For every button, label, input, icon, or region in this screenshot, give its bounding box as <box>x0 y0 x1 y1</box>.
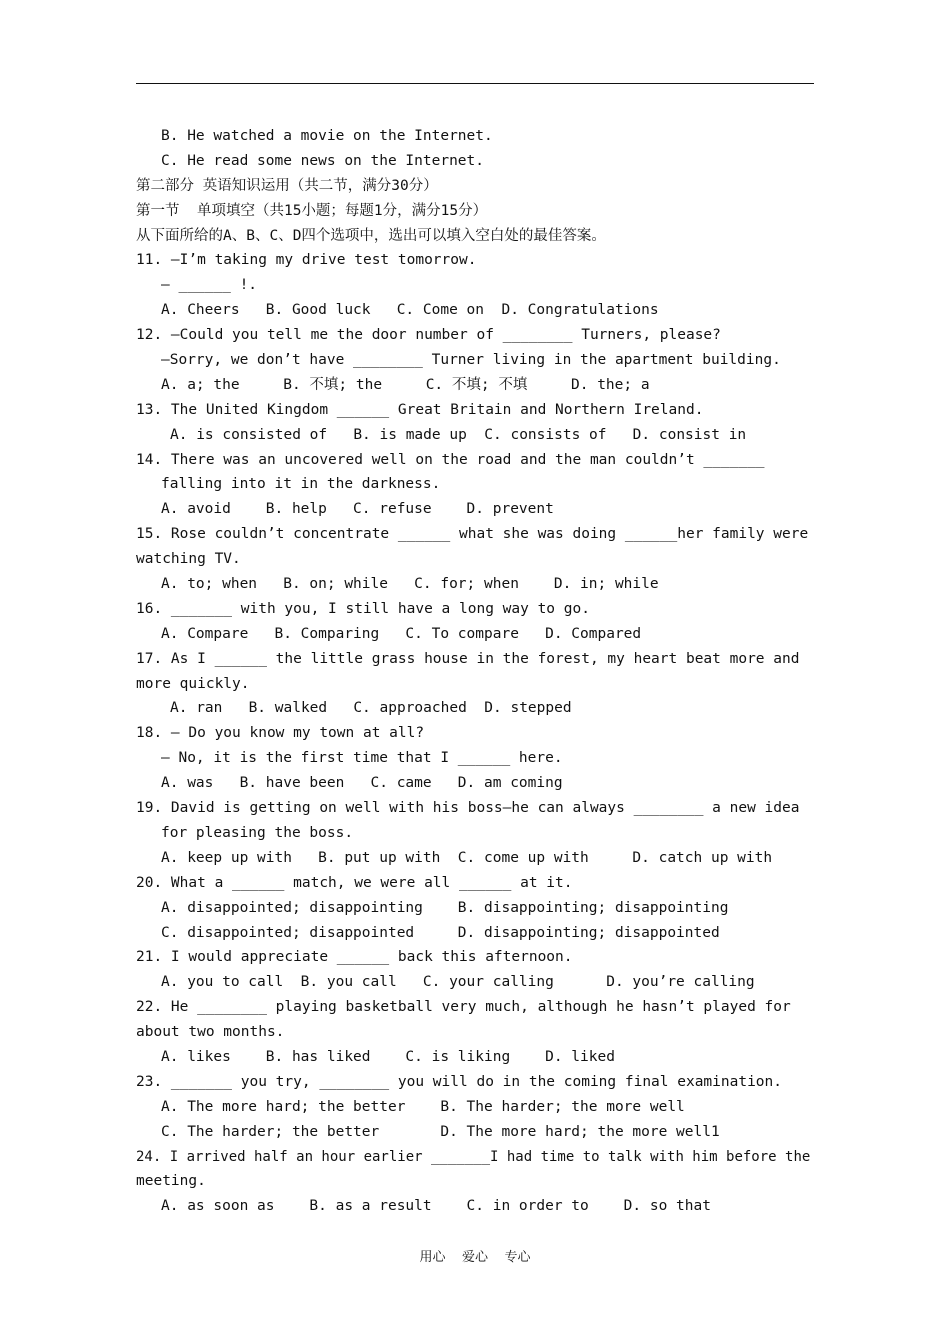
question-23: 23. _______ you try, ________ you will do in the coming final examination. <box>136 1073 783 1090</box>
question-24: 24. I arrived half an hour earlier _______I had time to talk with him before the <box>136 1148 811 1165</box>
question-17: 17. As I ______ the little grass house in the forest, my heart beat more and <box>136 650 800 667</box>
options-14: A. avoid B. help C. refuse D. prevent <box>161 501 554 518</box>
question-line: —Sorry, we don’t have ________ Turner living in the apartment building. <box>161 352 781 369</box>
options-21: A. you to call B. you call C. your calling D. you’re calling <box>161 974 755 991</box>
options-17: A. ran B. walked C. approached D. stepped <box>170 700 572 717</box>
question-line: — No, it is the first time that I ______ here. <box>161 750 563 767</box>
question-19: 19. David is getting on well with his boss—he can always ________ a new idea <box>136 800 800 817</box>
option-line: B. He watched a movie on the Internet. <box>161 128 493 144</box>
question-15: 15. Rose couldn’t concentrate ______ what she was doing ______her family were <box>136 526 809 543</box>
question-18: 18. — Do you know my town at all? <box>136 725 425 742</box>
question-12: 12. —Could you tell me the door number of ________ Turners, please? <box>136 327 721 344</box>
question-20: 20. What a ______ match, we were all ______ at it. <box>136 874 573 891</box>
question-14: 14. There was an uncovered well on the road and the man couldn’t _______ <box>136 451 765 468</box>
options-20: C. disappointed; disappointed D. disappointing; disappointed <box>161 924 720 941</box>
question-16: 16. _______ with you, I still have a long way to go. <box>136 600 590 617</box>
part-heading: 第二部分 英语知识运用（共二节，满分30分） <box>136 177 438 194</box>
question-22: 22. He ________ playing basketball very much, although he hasn’t played for <box>136 999 791 1016</box>
question-line: more quickly. <box>136 675 250 692</box>
exam-content <box>136 124 814 1219</box>
options-12: A. a; the B. 不填; the C. 不填; 不填 D. the; a <box>161 376 650 393</box>
question-line: about two months. <box>136 1024 285 1041</box>
options-20: A. disappointed; disappointing B. disappointing; disappointing <box>161 899 729 916</box>
options-19: A. keep up with B. put up with C. come up with D. catch up with <box>161 849 773 866</box>
section-heading: 第一节 单项填空（共15小题；每题1分，满分15分） <box>136 202 488 219</box>
question-line: falling into it in the darkness. <box>161 476 441 493</box>
option-line: C. He read some news on the Internet. <box>161 152 485 169</box>
instructions: 从下面所给的A、B、C、D四个选项中，选出可以填入空白处的最佳答案。 <box>136 227 606 244</box>
options-11: A. Cheers B. Good luck C. Come on D. Congratulations <box>161 302 659 319</box>
options-23: A. The more hard; the better B. The harder; the more well <box>161 1098 685 1115</box>
question-13: 13. The United Kingdom ______ Great Britain and Northern Ireland. <box>136 401 704 418</box>
page-footer: 用心 爱心 专心 <box>419 1250 531 1265</box>
question-line: for pleasing the boss. <box>161 824 354 841</box>
options-23: C. The harder; the better D. The more hard; the more well1 <box>161 1123 720 1140</box>
options-15: A. to; when B. on; while C. for; when D. in; while <box>161 576 659 593</box>
question-11: 11. —I’m taking my drive test tomorrow. <box>136 252 477 269</box>
options-22: A. likes B. has liked C. is liking D. liked <box>161 1048 615 1065</box>
options-18: A. was B. have been C. came D. am coming <box>161 775 563 792</box>
options-16: A. Compare B. Comparing C. To compare D. Compared <box>161 625 642 642</box>
options-13: A. is consisted of B. is made up C. consists of D. consist in <box>170 426 747 443</box>
header-rule <box>136 83 814 84</box>
options-24: A. as soon as B. as a result C. in order to D. so that <box>161 1198 711 1215</box>
question-line: — ______ !. <box>161 277 258 294</box>
question-21: 21. I would appreciate ______ back this afternoon. <box>136 949 573 966</box>
question-line: meeting. <box>136 1173 206 1190</box>
question-line: watching TV. <box>136 551 241 568</box>
